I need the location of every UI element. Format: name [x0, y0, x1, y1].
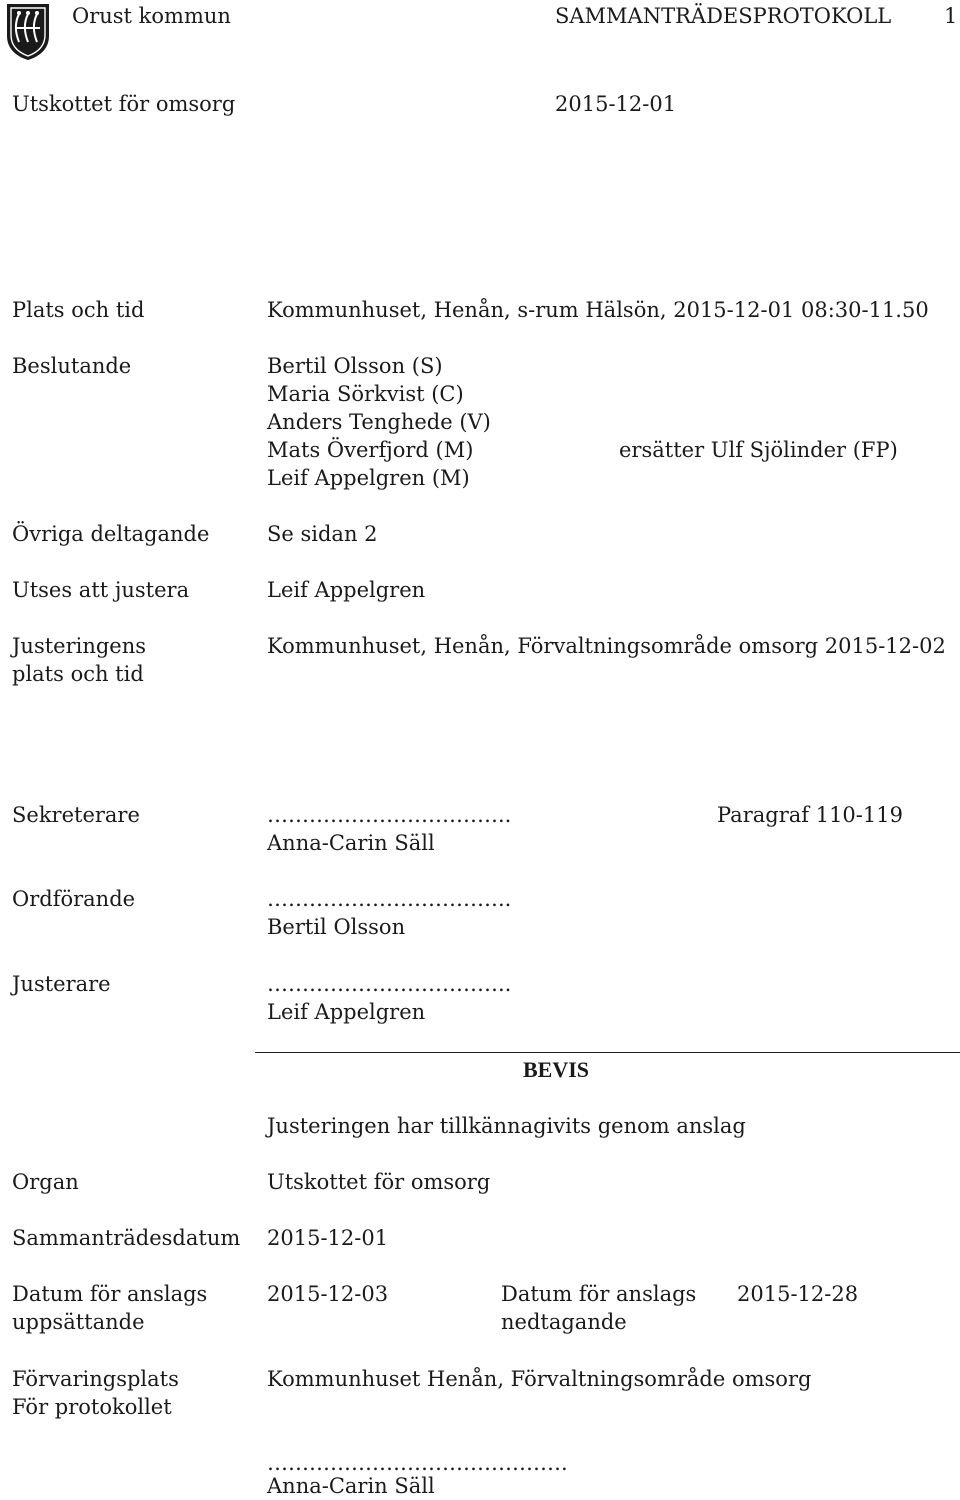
- municipality-name: Orust kommun: [72, 4, 231, 28]
- adjustment-label-line2: plats och tid: [12, 662, 144, 686]
- storage-label-line1: Förvaringsplats: [12, 1367, 179, 1391]
- certificate-signature-line: …………………………………….: [267, 1451, 568, 1475]
- adjuster-label: Justerare: [12, 972, 111, 996]
- chair-signature-line: ……………………………..: [267, 887, 512, 911]
- secretary-label: Sekreterare: [12, 803, 140, 827]
- certificate-statement: Justeringen har tillkännagivits genom anslag: [267, 1114, 746, 1138]
- adjustment-value: Kommunhuset, Henån, Förvaltningsområde omsorg 2015-12-02: [267, 634, 946, 658]
- certificate-divider: [255, 1052, 960, 1053]
- secretary-name: Anna-Carin Säll: [267, 831, 435, 855]
- decision-makers-label: Beslutande: [12, 354, 132, 378]
- organ-value: Utskottet för omsorg: [267, 1170, 491, 1194]
- page-number: 1: [944, 4, 958, 28]
- place-time-label: Plats och tid: [12, 298, 145, 322]
- meeting-date-label: Sammanträdesdatum: [12, 1226, 241, 1250]
- posting-date-value: 2015-12-03: [267, 1282, 389, 1306]
- storage-value: Kommunhuset Henån, Förvaltningsområde omsorg: [267, 1367, 812, 1391]
- adjuster-appointed-value: Leif Appelgren: [267, 578, 426, 602]
- place-time-value: Kommunhuset, Henån, s-rum Hälsön, 2015-12-01 08:30-11.50: [267, 298, 929, 322]
- others-label: Övriga deltagande: [12, 522, 210, 546]
- others-value: Se sidan 2: [267, 522, 378, 546]
- municipality-coat-of-arms: [4, 2, 52, 62]
- replacement-note: ersätter Ulf Sjölinder (FP): [619, 438, 898, 462]
- committee-name: Utskottet för omsorg: [12, 92, 236, 116]
- posting-date-label-line2: uppsättande: [12, 1310, 145, 1334]
- meeting-date-value: 2015-12-01: [267, 1226, 389, 1250]
- organ-label: Organ: [12, 1170, 79, 1194]
- decision-maker: Anders Tenghede (V): [267, 410, 491, 434]
- decision-maker: Bertil Olsson (S): [267, 354, 443, 378]
- certificate-title: BEVIS: [523, 1057, 590, 1082]
- decision-maker: Maria Sörkvist (C): [267, 382, 464, 406]
- certificate-signer-name: Anna-Carin Säll: [267, 1474, 435, 1498]
- storage-label-line2: För protokollet: [12, 1395, 172, 1419]
- secretary-signature-line: ……………………………..: [267, 803, 512, 827]
- posting-date-label-line1: Datum för anslags: [12, 1282, 208, 1306]
- header-date: 2015-12-01: [555, 92, 677, 116]
- chair-name: Bertil Olsson: [267, 915, 406, 939]
- adjuster-signature-line: ……………………………..: [267, 972, 512, 996]
- document-type: SAMMANTRÄDESPROTOKOLL: [555, 4, 892, 28]
- removal-date-label-line1: Datum för anslags: [501, 1282, 697, 1306]
- removal-date-value: 2015-12-28: [737, 1282, 859, 1306]
- removal-date-label-line2: nedtagande: [501, 1310, 627, 1334]
- chair-label: Ordförande: [12, 887, 136, 911]
- paragraph-range: Paragraf 110-119: [717, 803, 903, 827]
- adjuster-name: Leif Appelgren: [267, 1000, 426, 1024]
- decision-maker: Leif Appelgren (M): [267, 466, 470, 490]
- decision-maker: Mats Överfjord (M): [267, 438, 474, 462]
- adjuster-appointed-label: Utses att justera: [12, 578, 190, 602]
- adjustment-label-line1: Justeringens: [12, 634, 147, 658]
